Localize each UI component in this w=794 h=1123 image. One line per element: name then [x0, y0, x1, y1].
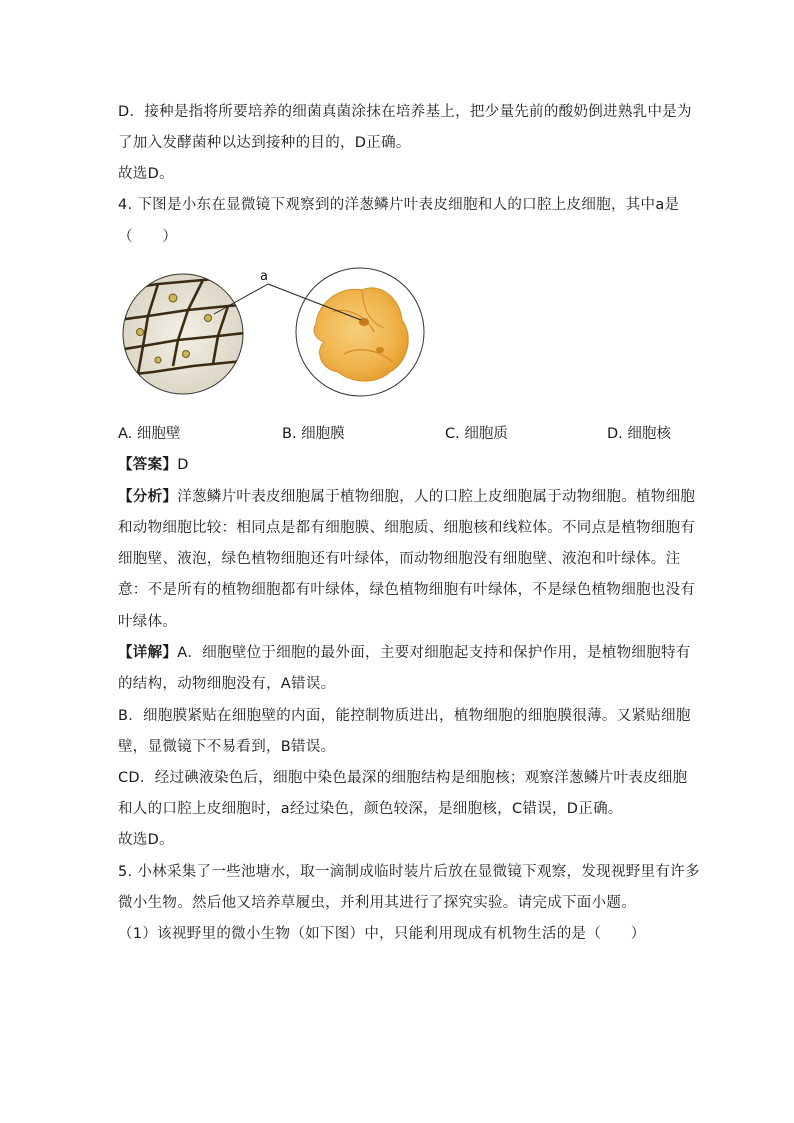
- cell-figure: [118, 262, 428, 402]
- analysis-line: 【分析】洋葱鳞片叶表皮细胞属于植物细胞，人的口腔上皮细胞属于动物细胞。植物细胞: [118, 489, 696, 505]
- detail-line: 和人的口腔上皮细胞时，a经过染色，颜色较深，是细胞核，C错误，D正确。: [118, 801, 623, 817]
- cheek-cells-micrograph: [296, 268, 424, 396]
- answer-tag: 【答案】: [118, 457, 178, 473]
- option-b: B. 细胞膜: [282, 426, 345, 442]
- detail-line: 【详解】A．细胞壁位于细胞的最外面，主要对细胞起支持和保护作用，是植物细胞特有: [118, 645, 691, 661]
- option-d: D. 细胞核: [607, 426, 671, 442]
- text-line: 故选D。: [118, 166, 174, 182]
- analysis-line: 叶绿体。: [118, 614, 178, 630]
- question-4-bracket: （ ）: [118, 229, 178, 245]
- option-c: C. 细胞质: [445, 426, 508, 442]
- text-line: 了加入发酵菌种以达到接种的目的，D正确。: [118, 135, 411, 151]
- question-5-line: 5. 小林采集了一些池塘水，取一滴制成临时装片后放在显微镜下观察，发现视野里有许多: [118, 864, 700, 880]
- figure-label-a: a: [260, 269, 268, 284]
- detail-line: 的结构，动物细胞没有，A错误。: [118, 676, 336, 692]
- analysis-line: 细胞壁、液泡，绿色植物细胞还有叶绿体，而动物细胞没有细胞壁、液泡和叶绿体。注: [118, 551, 681, 567]
- answer-value: D: [177, 457, 189, 473]
- detail-line: B．细胞膜紧贴在细胞壁的内面，能控制物质进出，植物细胞的细胞膜很薄。又紧贴细胞: [118, 708, 691, 724]
- question-5-line: 微小生物。然后他又培养草履虫，并利用其进行了探究实验。请完成下面小题。: [118, 895, 636, 911]
- detail-line: CD．经过碘液染色后，细胞中染色最深的细胞结构是细胞核；观察洋葱鳞片叶表皮细胞: [118, 770, 688, 786]
- detail-tag: 【详解】: [118, 645, 178, 661]
- onion-cells-micrograph: [118, 274, 253, 394]
- analysis-line: 和动物细胞比较：相同点是都有细胞膜、细胞质、细胞核和线粒体。不同点是植物细胞有: [118, 520, 696, 536]
- detail-line: 故选D。: [118, 832, 174, 848]
- question-4-stem: 4. 下图是小东在显微镜下观察到的洋葱鳞片叶表皮细胞和人的口腔上皮细胞，其中a是: [118, 197, 680, 213]
- answer-line: [118, 455, 189, 475]
- detail-line: 壁，显微镜下不易看到，B错误。: [118, 739, 336, 755]
- question-5-subquestion: （1）该视野里的微小生物（如下图）中，只能利用现成有机物生活的是（ ）: [118, 926, 646, 942]
- text-line: D．接种是指将所要培养的细菌真菌涂抹在培养基上，把少量先前的酸奶倒进熟乳中是为: [118, 104, 692, 120]
- analysis-tag: 【分析】: [118, 489, 178, 505]
- option-a: A. 细胞壁: [118, 426, 181, 442]
- analysis-line: 意：不是所有的植物细胞都有叶绿体，绿色植物细胞有叶绿体，不是绿色植物细胞也没有: [118, 582, 696, 598]
